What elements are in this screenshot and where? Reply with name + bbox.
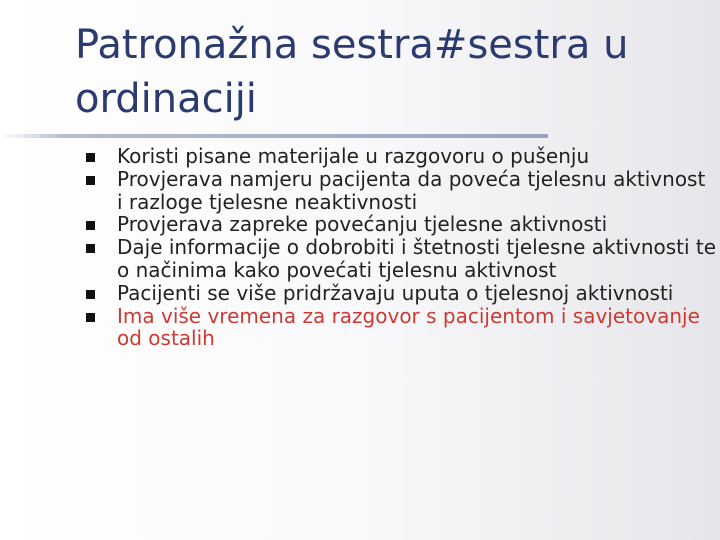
bullet-text: Ima više vremena za razgovor s pacijentom i savjetovanje od ostalih — [117, 303, 700, 351]
square-bullet-icon — [86, 221, 95, 230]
square-bullet-icon — [86, 313, 95, 322]
bullet-item — [0, 282, 717, 305]
bullet-list — [0, 145, 720, 350]
bullet-item — [0, 236, 717, 282]
square-bullet-icon — [86, 176, 95, 185]
bullet-text: Pacijenti se više pridržavaju uputa o tjelesnoj aktivnosti — [117, 280, 674, 305]
title-underline — [0, 134, 548, 138]
bullet-item-highlight — [0, 305, 717, 351]
bullet-text: Provjerava namjeru pacijenta da poveća tjelesnu aktivnost i razloge tjelesne neaktivnosti — [117, 166, 706, 214]
square-bullet-icon — [86, 244, 95, 253]
bullet-text: Daje informacije o dobrobiti i štetnosti tjelesne aktivnosti te o načinima kako povećati tjelesnu aktivnost — [117, 235, 717, 282]
bullet-item — [0, 168, 717, 214]
bullet-item — [0, 213, 717, 236]
bullet-item — [0, 145, 717, 168]
square-bullet-icon — [86, 290, 95, 299]
slide-title: Patronažna sestra#sestra u ordinaciji — [75, 22, 629, 122]
bullet-text: Koristi pisane materijale u razgovoru o pušenju — [117, 144, 590, 168]
square-bullet-icon — [86, 153, 95, 162]
bullet-text: Provjerava zapreke povećanju tjelesne aktivnosti — [117, 212, 608, 237]
